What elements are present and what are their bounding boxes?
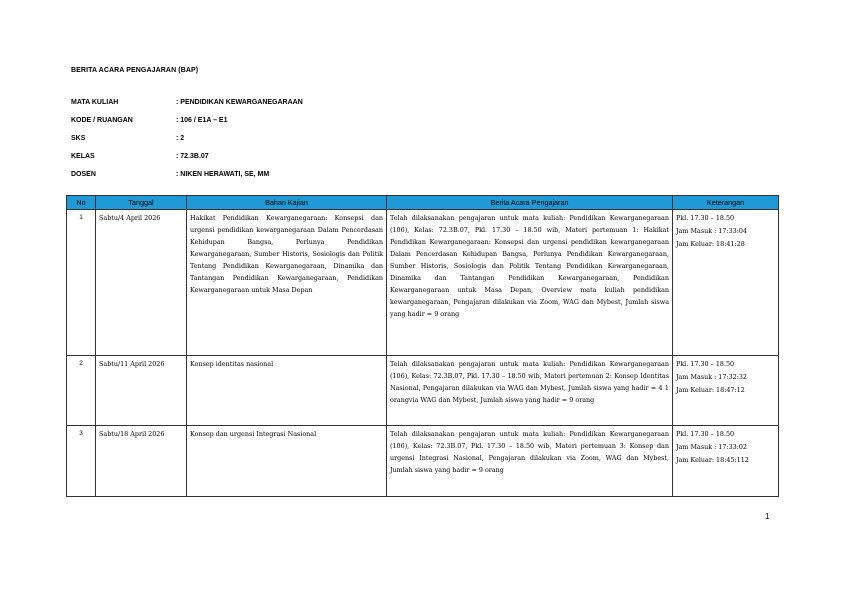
ket-time: Pkl. 17.30 – 18.50 [676, 214, 735, 222]
ket-jam-keluar: Jam Keluar: 18:41:28 [676, 240, 745, 248]
table-row [67, 356, 779, 426]
ket-jam-masuk: Jam Masuk : 17:32:32 [676, 373, 748, 381]
info-value: : 106 / E1A – E1 [176, 117, 228, 124]
cell-berita-acara: Telah dilaksanakan pengajaran untuk mata kuliah: Pendidikan Kewarganegaraan (106), Kelas: 72.3B.07, Pkl. 17.30 – 18.50 wib, Materi pertemuan 1: Hakikat Pendidikan Kewarganegaraan: Konsepsi dan urgensi pendidikan kewarganegaraan Dalam Pencerdasan Kehidupan Bangsa, Perlunya Pendidikan Kewarganegaraan, Sumber Historis, Sosiologis dan Politik Tentang Pendidikan Kewarganegaraan, Dinamika dan Tantangan Pendidikan Kewarganegaraan, Pendidikan Kewarganegaraan untuk Masa Depan, Overview mata kuliah pendidikan kewarganegaraan, Pengajaran dilakukan via Zoom, WAG dan Mybest, Jumlah siswa yang hadir = 9 orang [387, 210, 673, 356]
info-label: DOSEN [71, 171, 96, 178]
table-row [67, 210, 779, 356]
info-value: : NIKEN HERAWATI, SE, MM [176, 171, 270, 178]
cell-tanggal: Sabtu/4 April 2026 [96, 210, 187, 356]
column-header-bahan-kajian: Bahan Kajian [187, 196, 387, 210]
column-header-tanggal: Tanggal [96, 196, 187, 210]
cell-berita-acara: Telah dilaksanakan pengajaran untuk mata kuliah: Pendidikan Kewarganegaraan (106), Kelas: 72.3B.07, Pkl. 17.30 – 18.50 wib, Materi pertemuan 3: Konsep dan urgensi Integrasi Nasional, Pengajaran dilakukan via Zoom, WAG dan Mybest, Jumlah siswa yang hadir = 9 orang [387, 426, 673, 497]
document-title: BERITA ACARA PENGAJARAN (BAP) [71, 67, 199, 74]
cell-no: 2 [67, 356, 96, 426]
bap-table [66, 195, 779, 497]
ket-time: Pkl. 17.30 – 18.50 [676, 430, 735, 438]
info-label: MATA KULIAH [71, 99, 119, 106]
cell-berita-acara: Telah dilaksanakan pengajaran untuk mata kuliah: Pendidikan Kewarganegaraan (106), Kelas: 72.3B.07, Pkl. 17.30 – 18.50 wib, Materi pertemuan 2: Konsep Identitas Nasional, Pengajaran dilakukan via WAG dan Mybest, Jumlah siswa yang hadir = 4 1 orangvia WAG dan Mybest, Jumlah siswa yang hadir = 9 orang [387, 356, 673, 426]
info-label: KELAS [71, 153, 95, 160]
cell-bahan-kajian: Hakikat Pendidikan Kewarganegaraan: Konsepsi dan urgensi pendidikan kewarganegaraan Dalam Pencerdasan Kehidupan Bangsa, Perlunya Pendidikan Kewarganegaraan, Sumber Historis, Sosiologis dan Politik Tentang Pendidikan Kewarganegaraan, Dinamika dan Tantangan Pendidikan Kewarganegaraan, Pendidikan Kewarganegaraan untuk Masa Depan [187, 210, 387, 356]
page-number: 1 [765, 512, 770, 521]
table-row [67, 426, 779, 497]
table-header-row [67, 196, 779, 210]
cell-bahan-kajian: Konsep identitas nasional [187, 356, 387, 426]
cell-keterangan [673, 356, 779, 426]
ket-jam-keluar: Jam Keluar: 18:47:12 [676, 386, 745, 394]
cell-no: 3 [67, 426, 96, 497]
info-value: : 72.3B.07 [176, 153, 209, 160]
cell-keterangan [673, 426, 779, 497]
ket-jam-masuk: Jam Masuk : 17:33:04 [676, 227, 748, 235]
info-label: SKS [71, 135, 86, 142]
ket-jam-keluar: Jam Keluar: 18:45:112 [676, 456, 749, 464]
cell-tanggal: Sabtu/18 April 2026 [96, 426, 187, 497]
cell-bahan-kajian: Konsep dan urgensi Integrasi Nasional [187, 426, 387, 497]
column-header-berita-acara: Berita Acara Pengajaran [387, 196, 673, 210]
cell-no: 1 [67, 210, 96, 356]
cell-keterangan [673, 210, 779, 356]
info-label: KODE / RUANGAN [71, 117, 133, 124]
ket-jam-masuk: Jam Masuk : 17:33:02 [676, 443, 748, 451]
column-header-keterangan: Keterangan [673, 196, 779, 210]
cell-tanggal: Sabtu/11 April 2026 [96, 356, 187, 426]
info-value: : 2 [176, 135, 185, 142]
info-value: : PENDIDIKAN KEWARGANEGARAAN [176, 99, 303, 106]
ket-time: Pkl. 17.30 – 18.50 [676, 360, 735, 368]
column-header-no: No [67, 196, 96, 210]
